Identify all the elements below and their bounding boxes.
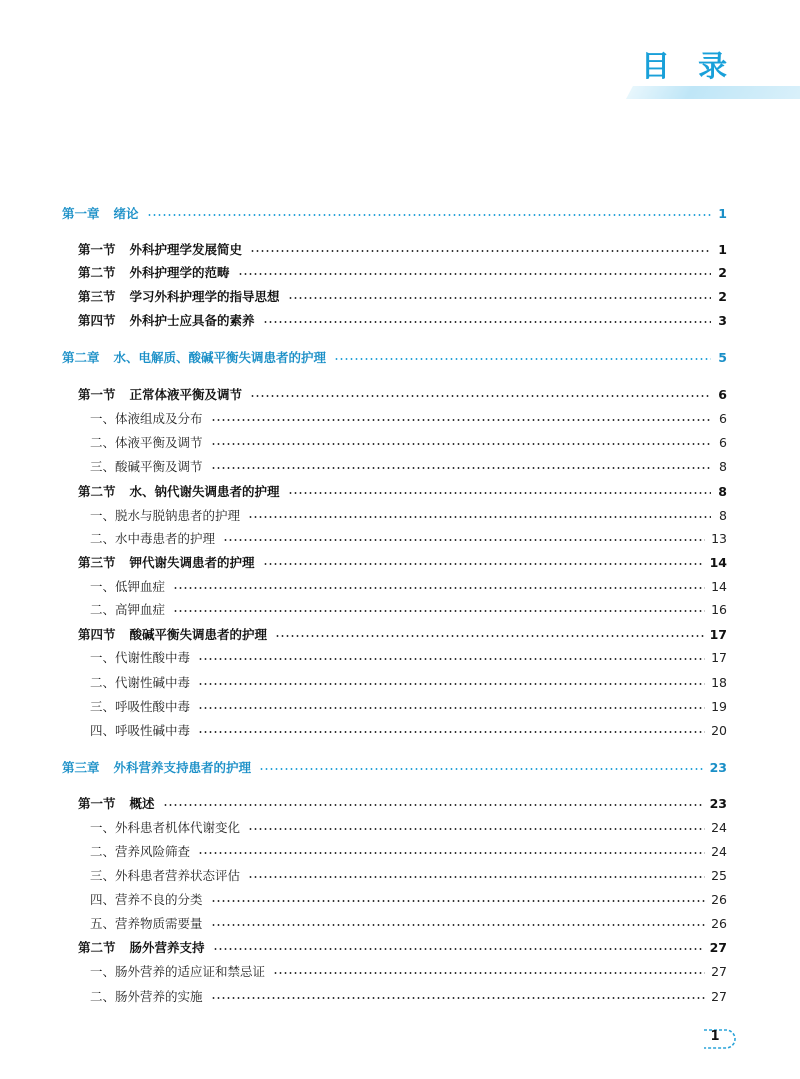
toc-row-chapter[interactable] xyxy=(62,756,727,778)
toc-entry-seq: 第二节 xyxy=(78,265,116,280)
toc-entry-label xyxy=(90,818,248,836)
toc-leader-dots xyxy=(250,395,711,397)
toc-row-sub[interactable] xyxy=(90,455,727,477)
toc-row-chapter[interactable] xyxy=(62,202,727,224)
toc-entry-seq: 第二节 xyxy=(78,940,116,955)
toc-entry-title: 三、呼吸性酸中毒 xyxy=(90,699,191,714)
toc-entry-label xyxy=(90,697,198,715)
toc-entry-title: 肠外营养支持 xyxy=(129,940,205,955)
toc-entry-label xyxy=(62,348,334,366)
toc-entry-label xyxy=(90,962,273,980)
toc-entry-seq: 第一章 xyxy=(62,206,100,221)
toc-entry-label xyxy=(78,240,250,258)
toc-entry-page: 24 xyxy=(711,819,727,835)
toc-entry-label xyxy=(90,409,211,427)
toc-leader-dots xyxy=(211,997,706,999)
toc-entry-title: 二、肠外营养的实施 xyxy=(90,989,203,1004)
toc-leader-dots xyxy=(211,467,711,469)
toc-entry-seq: 第二节 xyxy=(78,484,116,499)
toc-entry-label xyxy=(78,311,263,329)
toc-entry-label xyxy=(62,758,259,776)
toc-leader-dots xyxy=(248,516,711,518)
toc-leader-dots xyxy=(198,658,705,660)
toc-entry-title: 外科护士应具备的素养 xyxy=(129,313,255,328)
toc-entry-page: 26 xyxy=(711,891,727,907)
toc-entry-title: 一、外科患者机体代谢变化 xyxy=(90,820,241,835)
toc-row-section[interactable] xyxy=(78,551,727,573)
toc-entry-label xyxy=(78,794,163,812)
toc-entry-label xyxy=(90,529,223,547)
toc-entry-title: 二、高钾血症 xyxy=(90,602,166,617)
toc-entry-label xyxy=(90,842,198,860)
toc-entry-page: 17 xyxy=(711,649,727,665)
toc-entry-label xyxy=(90,506,248,524)
toc-entry-page: 8 xyxy=(719,507,727,523)
toc-entry-page: 23 xyxy=(709,795,727,811)
toc-entry-page: 19 xyxy=(711,698,727,714)
toc-entry-label xyxy=(62,204,147,222)
toc-leader-dots xyxy=(211,900,706,902)
toc-entry-title: 概述 xyxy=(129,796,155,811)
toc-leader-dots xyxy=(211,924,706,926)
toc-leader-dots xyxy=(248,828,705,830)
toc-entry-label xyxy=(78,263,238,281)
toc-entry-label xyxy=(90,433,211,451)
toc-entry-title: 五、营养物质需要量 xyxy=(90,916,203,931)
toc-entry-label xyxy=(78,385,250,403)
toc-row-section[interactable] xyxy=(78,383,727,405)
toc-entry-page: 27 xyxy=(711,963,727,979)
toc-entry-seq: 第三节 xyxy=(78,555,116,570)
toc-entry-page: 14 xyxy=(711,578,727,594)
toc-entry-title: 四、呼吸性碱中毒 xyxy=(90,723,191,738)
toc-leader-dots xyxy=(211,443,711,445)
toc-leader-dots xyxy=(213,948,704,950)
toc-row-sub[interactable] xyxy=(90,985,727,1007)
page-title: 目 录 xyxy=(641,49,737,83)
toc-entry-page: 20 xyxy=(711,722,727,738)
toc-leader-dots xyxy=(238,273,711,275)
toc-leader-dots xyxy=(211,419,711,421)
toc-entry-page: 1 xyxy=(718,241,727,257)
toc-row-sub[interactable] xyxy=(90,816,727,838)
toc-entry-label xyxy=(78,625,275,643)
toc-entry-seq: 第一节 xyxy=(78,796,116,811)
toc-entry-page: 17 xyxy=(709,626,727,642)
toc-entry-page: 27 xyxy=(709,939,727,955)
toc-entry-title: 四、营养不良的分类 xyxy=(90,892,203,907)
toc-entry-title: 三、酸碱平衡及调节 xyxy=(90,459,203,474)
toc-entry-page: 8 xyxy=(719,458,727,474)
toc-leader-dots xyxy=(273,972,705,974)
toc-entry-seq: 第一节 xyxy=(78,387,116,402)
toc-row-sub[interactable] xyxy=(90,695,727,717)
toc-entry-page: 2 xyxy=(718,288,727,304)
toc-entry-label xyxy=(90,914,211,932)
toc-row-sub[interactable] xyxy=(90,912,727,934)
toc-row-section[interactable] xyxy=(78,238,727,260)
toc-row-sub[interactable] xyxy=(90,575,727,597)
toc-leader-dots xyxy=(147,214,711,216)
toc-entry-page: 27 xyxy=(711,988,727,1004)
toc-row-sub[interactable] xyxy=(90,671,727,693)
toc-row-section[interactable] xyxy=(78,623,727,645)
toc-leader-dots xyxy=(263,563,704,565)
toc-row-chapter[interactable] xyxy=(62,346,727,368)
toc-row-sub[interactable] xyxy=(90,598,727,620)
toc-leader-dots xyxy=(198,731,705,733)
toc-leader-dots xyxy=(248,876,705,878)
toc-row-section[interactable] xyxy=(78,936,727,958)
toc-entry-seq: 第二章 xyxy=(62,350,100,365)
toc-entry-title: 学习外科护理学的指导思想 xyxy=(129,289,280,304)
toc-entry-title: 外科护理学的范畴 xyxy=(129,265,230,280)
toc-entry-title: 一、脱水与脱钠患者的护理 xyxy=(90,508,241,523)
toc-entry-title: 一、代谢性酸中毒 xyxy=(90,650,191,665)
toc-entry-label xyxy=(90,673,198,691)
toc-row-sub[interactable] xyxy=(90,646,727,668)
toc-row-section[interactable] xyxy=(78,285,727,307)
toc-leader-dots xyxy=(173,610,705,612)
toc-entry-label xyxy=(78,938,213,956)
toc-leader-dots xyxy=(288,297,711,299)
toc-row-section[interactable] xyxy=(78,309,727,331)
toc-entry-label xyxy=(78,482,288,500)
toc-entry-title: 三、外科患者营养状态评估 xyxy=(90,868,241,883)
toc-entry-label xyxy=(90,866,248,884)
toc-entry-seq: 第三节 xyxy=(78,289,116,304)
toc-entry-title: 二、体液平衡及调节 xyxy=(90,435,203,450)
toc-row-section[interactable] xyxy=(78,480,727,502)
toc-entry-title: 绪论 xyxy=(113,206,139,221)
toc-entry-seq: 第三章 xyxy=(62,760,100,775)
toc-row-sub[interactable] xyxy=(90,719,727,741)
toc-entry-label xyxy=(90,648,198,666)
toc-entry-page: 2 xyxy=(718,264,727,280)
toc-entry-page: 23 xyxy=(709,759,727,775)
toc-row-section[interactable] xyxy=(78,261,727,283)
toc-entry-page: 8 xyxy=(718,483,727,499)
toc-entry-page: 26 xyxy=(711,915,727,931)
toc-entry-title: 一、肠外营养的适应证和禁忌证 xyxy=(90,964,266,979)
toc-entry-page: 24 xyxy=(711,843,727,859)
toc-entry-page: 6 xyxy=(718,386,727,402)
toc-row-sub[interactable] xyxy=(90,431,727,453)
toc-entry-title: 二、水中毒患者的护理 xyxy=(90,531,216,546)
toc-entry-title: 二、代谢性碱中毒 xyxy=(90,675,191,690)
toc-entry-label xyxy=(90,987,211,1005)
toc-entry-title: 二、营养风险筛查 xyxy=(90,844,191,859)
toc-entry-page: 16 xyxy=(711,601,727,617)
toc-leader-dots xyxy=(263,321,711,323)
toc-row-sub[interactable] xyxy=(90,888,727,910)
toc-entry-title: 外科营养支持患者的护理 xyxy=(113,760,252,775)
toc-leader-dots xyxy=(198,683,705,685)
toc-entry-title: 一、体液组成及分布 xyxy=(90,411,203,426)
toc-row-sub[interactable] xyxy=(90,960,727,982)
toc-entry-label xyxy=(90,721,198,739)
toc-leader-dots xyxy=(173,587,705,589)
toc-leader-dots xyxy=(259,768,704,770)
toc-entry-title: 一、低钾血症 xyxy=(90,579,166,594)
page-number-badge xyxy=(698,1027,742,1051)
toc-entry-title: 正常体液平衡及调节 xyxy=(129,387,243,402)
toc-entry-page: 6 xyxy=(719,410,727,426)
toc-entry-label xyxy=(78,287,288,305)
toc-entry-label xyxy=(90,577,173,595)
toc-entry-page: 25 xyxy=(711,867,727,883)
toc-entry-title: 外科护理学发展简史 xyxy=(129,242,243,257)
toc-entry-page: 6 xyxy=(719,434,727,450)
toc-row-sub[interactable] xyxy=(90,527,727,549)
page-number: 1 xyxy=(710,1029,720,1044)
toc-row-section[interactable] xyxy=(78,792,727,814)
toc-leader-dots xyxy=(334,358,711,360)
toc-entry-label xyxy=(90,600,173,618)
toc-entry-title: 水、电解质、酸碱平衡失调患者的护理 xyxy=(113,350,327,365)
toc-leader-dots xyxy=(163,804,704,806)
toc-row-sub[interactable] xyxy=(90,504,727,526)
toc-leader-dots xyxy=(223,539,705,541)
toc-row-sub[interactable] xyxy=(90,407,727,429)
toc-entry-page: 13 xyxy=(711,530,727,546)
toc-entry-title: 钾代谢失调患者的护理 xyxy=(129,555,255,570)
toc-leader-dots xyxy=(250,250,711,252)
toc-entry-label xyxy=(90,890,211,908)
toc-row-sub[interactable] xyxy=(90,840,727,862)
toc-entry-label xyxy=(90,457,211,475)
toc-leader-dots xyxy=(288,492,711,494)
toc-entry-seq: 第一节 xyxy=(78,242,116,257)
toc-entry-page: 3 xyxy=(718,312,727,328)
toc-entry-page: 14 xyxy=(709,554,727,570)
toc-entry-title: 水、钠代谢失调患者的护理 xyxy=(129,484,280,499)
toc-entry-page: 1 xyxy=(718,205,727,221)
toc-leader-dots xyxy=(275,635,704,637)
toc-entry-page: 18 xyxy=(711,674,727,690)
toc-entry-label xyxy=(78,553,263,571)
toc-entry-title: 酸碱平衡失调患者的护理 xyxy=(129,627,268,642)
toc-leader-dots xyxy=(198,852,705,854)
toc-entry-seq: 第四节 xyxy=(78,313,116,328)
toc-leader-dots xyxy=(198,707,705,709)
toc-entry-page: 5 xyxy=(718,349,727,365)
toc-entry-seq: 第四节 xyxy=(78,627,116,642)
toc-row-sub[interactable] xyxy=(90,864,727,886)
